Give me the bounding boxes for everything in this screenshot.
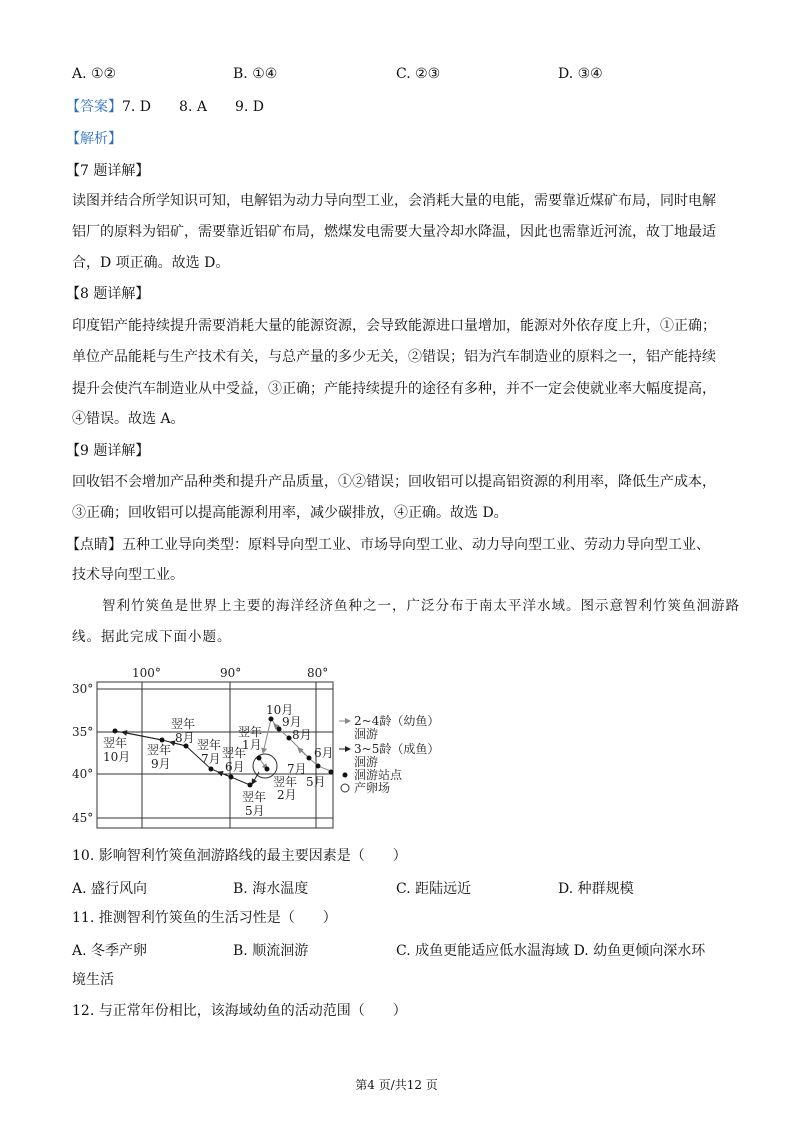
analysis-tag: 【解析】 bbox=[66, 131, 122, 147]
map-label: 8月 bbox=[292, 728, 312, 742]
q12-stem: 12. 与正常年份相比，该海域幼鱼的活动范围（ ） bbox=[72, 1003, 407, 1019]
legend-label: 3~5龄（成鱼） bbox=[354, 742, 440, 756]
q10-stem: 10. 影响智利竹筴鱼洄游路线的最主要因素是（ ） bbox=[72, 848, 407, 864]
q8-line: 印度铝产能持续提升需要消耗大量的能源资源，会导致能源进口量增加，能源对外依存度上升，①正确； bbox=[72, 318, 716, 334]
map-label: 9月 bbox=[282, 715, 302, 729]
map-label: 翌年 bbox=[242, 790, 267, 804]
map-label: 9月 bbox=[151, 757, 171, 771]
legend-label: 产卵场 bbox=[354, 781, 391, 795]
legend-label: 洄游站点 bbox=[354, 768, 403, 782]
answer-tag: 【答案】 bbox=[66, 99, 122, 115]
q7-line: 合，D 项正确。故选 D。 bbox=[72, 255, 230, 271]
map-label: 8月 bbox=[175, 731, 195, 745]
map-label: 翌年 bbox=[238, 725, 263, 739]
q10-option-d: D. 种群规模 bbox=[558, 881, 634, 897]
lat-label: 30° bbox=[72, 682, 94, 696]
option-c: C. ②③ bbox=[396, 66, 441, 82]
q8-tag: 【8 题详解】 bbox=[66, 286, 150, 302]
map-label: 5月 bbox=[306, 775, 326, 789]
lon-label: 90° bbox=[220, 666, 242, 680]
map-label: 2月 bbox=[277, 788, 297, 802]
q8-line: ④错误。故选 A。 bbox=[72, 411, 185, 427]
q7-line: 读图并结合所学知识可知，电解铝为动力导向型工业，会消耗大量的电能，需要靠近煤矿布局，同时电解 bbox=[72, 193, 716, 209]
map-label: 翌年 bbox=[147, 743, 172, 757]
option-a: A. ①② bbox=[72, 66, 117, 82]
lat-label: 40° bbox=[72, 767, 94, 781]
intro-line: 智利竹筴鱼是世界上主要的海洋经济鱼种之一，广泛分布于南太平洋水域。图示意智利竹筴鱼洄游路 bbox=[102, 598, 740, 614]
map-label: 7月 bbox=[201, 752, 221, 766]
map-label: 翌年 bbox=[171, 717, 196, 731]
tips-text: 五种工业导向类型：原料导向型工业、市场导向型工业、动力导向型工业、劳动力导向型工业、 bbox=[122, 537, 710, 553]
map-label: 10月 bbox=[103, 750, 131, 764]
q11-option-a: A. 冬季产卵 bbox=[72, 943, 148, 959]
migration-map bbox=[60, 660, 460, 840]
q8-line: 单位产品能耗与生产技术有关，与总产量的多少无关，②错误；铝为汽车制造业的原料之一，铝产能持续 bbox=[72, 349, 716, 365]
lon-label: 100° bbox=[132, 666, 161, 680]
lon-label: 80° bbox=[307, 666, 329, 680]
lat-label: 35° bbox=[72, 725, 94, 739]
map-label: 1月 bbox=[242, 738, 262, 752]
map-label: 翌年 bbox=[103, 736, 128, 750]
map-label: 6月 bbox=[225, 760, 245, 774]
tips-line: 技术导向型工业。 bbox=[72, 567, 184, 583]
q10-option-a: A. 盛行风向 bbox=[72, 881, 148, 897]
map-label: 5月 bbox=[245, 804, 265, 818]
q9-line: ③正确；回收铝可以提高能源利用率，减少碳排放，④正确。故选 D。 bbox=[72, 505, 508, 521]
map-label: 翌年 bbox=[273, 775, 298, 789]
tips-tag: 【点睛】 bbox=[66, 537, 122, 553]
option-d: D. ③④ bbox=[558, 66, 603, 82]
q11-stem: 11. 推测智利竹筴鱼的生活习性是（ ） bbox=[72, 910, 337, 926]
map-label: 6月 bbox=[314, 746, 334, 760]
map-label: 翌年 bbox=[197, 738, 222, 752]
map-legend bbox=[339, 713, 439, 795]
option-b: B. ①④ bbox=[233, 66, 278, 82]
q8-line: 提升会使汽车制造业从中受益，③正确；产能持续提升的途径有多种，并不一定会使就业率大幅度提高， bbox=[72, 381, 716, 397]
page-footer: 第4 页/共12 页 bbox=[355, 1078, 438, 1092]
q10-option-b: B. 海水温度 bbox=[233, 881, 309, 897]
legend-label: 洄游 bbox=[354, 755, 379, 769]
answer-line bbox=[66, 98, 264, 116]
q11-continuation: 境生活 bbox=[72, 972, 114, 988]
q9-tag: 【9 题详解】 bbox=[66, 443, 150, 459]
q9-line: 回收铝不会增加产品种类和提升产品质量，①②错误；回收铝可以提高铝资源的利用率，降低生产成本， bbox=[72, 474, 716, 490]
answer-text: 7. D 8. A 9. D bbox=[122, 99, 264, 115]
q10-option-c: C. 距陆远近 bbox=[396, 881, 472, 897]
tips-line bbox=[66, 536, 710, 554]
map-label: 翌年 bbox=[222, 746, 247, 760]
q7-line: 铝厂的原料为铝矿，需要靠近铝矿布局，燃煤发电需要大量冷却水降温，因此也需靠近河流，故丁地最适 bbox=[72, 224, 716, 240]
q7-tag: 【7 题详解】 bbox=[66, 163, 150, 179]
q11-option-cd: C. 成鱼更能适应低水温海域 D. 幼鱼更倾向深水环 bbox=[396, 943, 706, 959]
intro-line: 线。据此完成下面小题。 bbox=[72, 629, 232, 645]
q11-option-b: B. 顺流洄游 bbox=[233, 943, 309, 959]
map-label: 10月 bbox=[266, 703, 294, 717]
lat-label: 45° bbox=[72, 811, 94, 825]
legend-label: 洄游 bbox=[354, 727, 379, 741]
map-label: 7月 bbox=[287, 762, 307, 776]
legend-label: 2~4龄（幼鱼） bbox=[354, 714, 440, 728]
